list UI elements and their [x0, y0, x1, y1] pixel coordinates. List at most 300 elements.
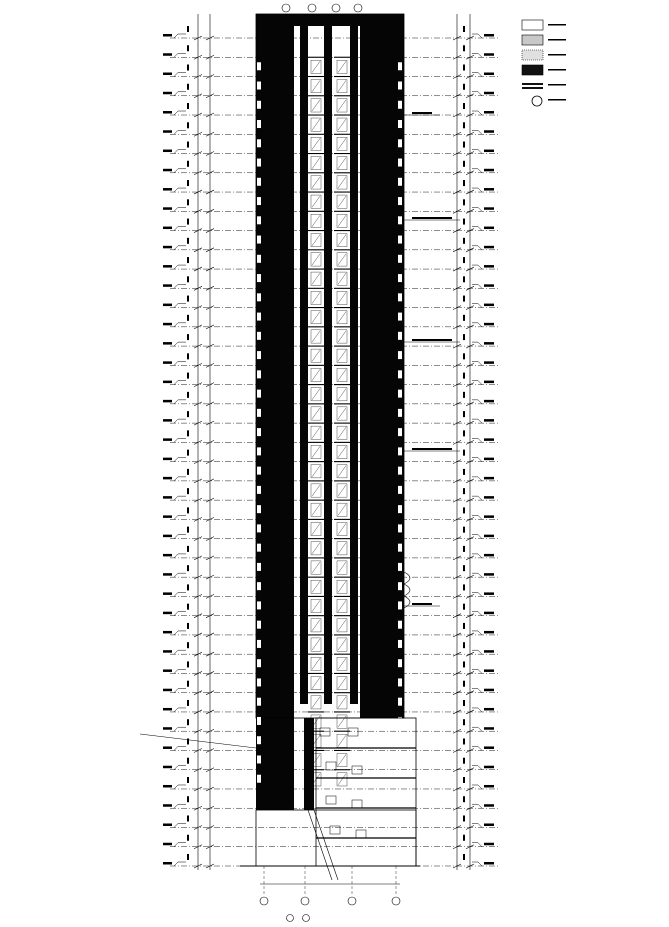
left-wall-window — [257, 659, 261, 667]
right-dimension-text — [463, 122, 465, 128]
left-elevation-mark — [163, 650, 172, 653]
left-elevation-mark — [163, 342, 172, 345]
right-elevation-mark — [484, 746, 494, 749]
right-wall-window — [398, 428, 402, 436]
legend-text-mark — [548, 39, 566, 41]
shaft-opening-diagonal — [338, 658, 346, 669]
left-wall-window — [257, 601, 261, 609]
left-wall-window — [257, 216, 261, 224]
inner-right-wall — [350, 14, 358, 704]
right-dimension-text — [463, 26, 465, 32]
right-dimension-text — [463, 546, 465, 552]
left-elevation-symbol — [174, 650, 186, 654]
shaft-opening-diagonal — [312, 81, 320, 92]
shaft-opening-diagonal — [338, 312, 346, 323]
left-elevation-mark — [163, 631, 172, 634]
left-dimension-text — [187, 815, 189, 821]
right-wall-window — [398, 640, 402, 648]
left-elevation-symbol — [174, 689, 186, 693]
right-elevation-mark — [484, 53, 494, 56]
left-wall-window — [257, 82, 261, 90]
left-elevation-symbol — [174, 573, 186, 577]
right-dimension-text — [463, 642, 465, 648]
left-elevation-symbol — [174, 227, 186, 231]
right-dimension-text — [463, 238, 465, 244]
right-elevation-mark — [484, 419, 494, 422]
right-elevation-mark — [484, 361, 494, 364]
shaft-opening-diagonal — [338, 562, 346, 573]
left-dimension-text — [187, 353, 189, 359]
shaft-opening-diagonal — [312, 312, 320, 323]
shaft-opening-diagonal — [312, 292, 320, 303]
left-elevation-mark — [163, 535, 172, 538]
shaft-opening-diagonal — [338, 350, 346, 361]
left-elevation-mark — [163, 73, 172, 76]
left-elevation-mark — [163, 592, 172, 595]
left-elevation-symbol — [174, 92, 186, 96]
right-dimension-text — [463, 392, 465, 398]
shaft-opening-diagonal — [338, 735, 346, 746]
shaft-opening-diagonal — [312, 369, 320, 380]
left-wall-window — [257, 736, 261, 744]
left-elevation-mark — [163, 246, 172, 249]
left-elevation-mark — [163, 169, 172, 172]
left-dimension-text — [187, 642, 189, 648]
center-solid-wall — [324, 14, 332, 704]
shaft-opening-diagonal — [338, 697, 346, 708]
roof-axis-bubble — [282, 4, 290, 12]
right-wall-window — [398, 678, 402, 686]
left-wall-window — [257, 351, 261, 359]
legend-swatch-solid-dark — [522, 65, 543, 75]
right-wall-window — [398, 101, 402, 109]
shaft-opening-diagonal — [338, 523, 346, 534]
right-wall-window — [398, 216, 402, 224]
left-wall-window — [257, 447, 261, 455]
shaft-opening-diagonal — [312, 100, 320, 111]
left-elevation-symbol — [174, 496, 186, 500]
left-dimension-text — [187, 835, 189, 841]
left-dimension-text — [187, 623, 189, 629]
left-wall-window — [257, 139, 261, 147]
right-wall-window — [398, 659, 402, 667]
right-wall-window — [398, 601, 402, 609]
shaft-opening-diagonal — [312, 331, 320, 342]
inner-left-wall — [300, 14, 308, 704]
right-elevation-mark — [484, 342, 494, 345]
left-wall-window — [257, 313, 261, 321]
left-elevation-mark — [163, 419, 172, 422]
right-dimension-text — [463, 373, 465, 379]
floor-level-lines — [170, 38, 500, 866]
right-dimension-text — [463, 353, 465, 359]
left-wall-window — [257, 62, 261, 70]
shaft-opening-diagonal — [338, 292, 346, 303]
right-elevation-mark — [484, 612, 494, 615]
shaft-opening-diagonal — [312, 138, 320, 149]
shaft-opening-diagonal — [338, 138, 346, 149]
callout-text — [412, 339, 452, 341]
right-wall-window — [398, 236, 402, 244]
right-elevation-mark — [484, 207, 494, 210]
left-elevation-mark — [163, 669, 172, 672]
left-dimension-text — [187, 758, 189, 764]
left-elevation-symbol — [174, 323, 186, 327]
left-wall-window — [257, 524, 261, 532]
right-elevation-mark — [484, 284, 494, 287]
right-wall-window — [398, 621, 402, 629]
right-elevation-mark — [484, 804, 494, 807]
left-elevation-mark — [163, 785, 172, 788]
right-elevation-mark — [484, 766, 494, 769]
left-dimension-text — [187, 661, 189, 667]
left-dimension-text — [187, 122, 189, 128]
left-dimension-text — [187, 334, 189, 340]
shaft-opening-diagonal — [338, 158, 346, 169]
shaft-opening-diagonal — [338, 504, 346, 515]
shaft-opening-diagonal — [338, 177, 346, 188]
right-elevation-mark — [484, 650, 494, 653]
podium-column — [304, 718, 314, 810]
left-dimension-text — [187, 84, 189, 90]
right-dimension-text — [463, 430, 465, 436]
left-elevation-symbol — [174, 785, 186, 789]
right-dimension-text — [463, 584, 465, 590]
left-dimension-text — [187, 199, 189, 205]
left-elevation-symbol — [174, 130, 186, 134]
shaft-opening-diagonal — [312, 158, 320, 169]
left-elevation-symbol — [174, 535, 186, 539]
right-wall-window — [398, 82, 402, 90]
podium-opening — [326, 796, 336, 804]
right-wall-window — [398, 332, 402, 340]
left-wall-window — [257, 159, 261, 167]
right-wall-window — [398, 409, 402, 417]
left-solid-wall — [256, 14, 294, 810]
right-elevation-mark — [484, 554, 494, 557]
callout-text — [412, 603, 432, 605]
left-elevation-mark — [163, 746, 172, 749]
right-dimension-text — [463, 411, 465, 417]
shaft-opening-diagonal — [338, 600, 346, 611]
right-wall-window — [398, 544, 402, 552]
left-dimension-text — [187, 103, 189, 109]
left-elevation-mark — [163, 284, 172, 287]
left-elevation-symbol — [174, 554, 186, 558]
shaft-opening-diagonal — [338, 581, 346, 592]
left-wall-window — [257, 390, 261, 398]
podium-opening — [330, 826, 340, 834]
podium-opening — [352, 766, 362, 774]
right-dimension-text — [463, 257, 465, 263]
left-dimension-text — [187, 26, 189, 32]
right-wall-window — [398, 447, 402, 455]
right-wall-window — [398, 390, 402, 398]
left-wall-window — [257, 101, 261, 109]
shaft-opening-diagonal — [312, 254, 320, 265]
right-wall-window — [398, 293, 402, 301]
podium-opening — [348, 728, 358, 736]
shaft-opening-diagonal — [312, 600, 320, 611]
left-elevation-mark — [163, 227, 172, 230]
right-dimension-text — [463, 527, 465, 533]
legend-swatch-circle — [532, 96, 542, 106]
right-wall-window — [398, 351, 402, 359]
left-elevation-symbol — [174, 804, 186, 808]
left-elevation-symbol — [174, 361, 186, 365]
right-dimension-text — [463, 623, 465, 629]
left-elevation-mark — [163, 708, 172, 711]
left-elevation-symbol — [174, 342, 186, 346]
right-dimension-text — [463, 854, 465, 860]
left-elevation-mark — [163, 265, 172, 268]
right-elevation-mark — [484, 188, 494, 191]
right-elevation-mark — [484, 592, 494, 595]
right-elevation-mark — [484, 689, 494, 692]
shaft-opening-diagonal — [312, 620, 320, 631]
podium-opening — [320, 728, 330, 736]
roof-parapet — [256, 14, 404, 26]
right-elevation-mark — [484, 246, 494, 249]
left-elevation-symbol — [174, 766, 186, 770]
left-elevation-symbol — [174, 419, 186, 423]
left-elevation-symbol — [174, 150, 186, 154]
roof-axis-bubble — [332, 4, 340, 12]
left-wall-window — [257, 486, 261, 494]
right-elevation-mark — [484, 130, 494, 133]
shaft-opening-diagonal — [338, 408, 346, 419]
left-elevation-symbol — [174, 304, 186, 308]
left-wall-window — [257, 274, 261, 282]
left-elevation-symbol — [174, 53, 186, 57]
left-dimension-text — [187, 681, 189, 687]
shaft-opening-diagonal — [312, 523, 320, 534]
right-wall-window — [398, 563, 402, 571]
shaft-opening-diagonal — [312, 581, 320, 592]
right-wall-window — [398, 313, 402, 321]
legend-swatch-white — [522, 20, 543, 30]
legend-swatch-line — [522, 87, 543, 89]
right-elevation-mark — [484, 458, 494, 461]
left-dimension-text — [187, 315, 189, 321]
left-elevation-symbol — [174, 73, 186, 77]
right-elevation-mark — [484, 843, 494, 846]
shaft-opening-diagonal — [312, 485, 320, 496]
shaft-opening-diagonal — [312, 273, 320, 284]
left-elevation-symbol — [174, 669, 186, 673]
left-elevation-mark — [163, 515, 172, 518]
left-elevation-mark — [163, 323, 172, 326]
right-dimension-text — [463, 103, 465, 109]
right-wall-window — [398, 486, 402, 494]
right-elevation-mark — [484, 73, 494, 76]
roof-axis-bubble — [308, 4, 316, 12]
left-elevation-symbol — [174, 727, 186, 731]
shaft-opening-diagonal — [338, 331, 346, 342]
shaft-opening-diagonal — [338, 446, 346, 457]
right-wall-window — [398, 698, 402, 706]
right-wall-window — [398, 775, 402, 783]
left-dimension-text — [187, 584, 189, 590]
right-elevation-mark — [484, 169, 494, 172]
left-elevation-mark — [163, 496, 172, 499]
left-dimension-text — [187, 411, 189, 417]
left-elevation-mark — [163, 766, 172, 769]
right-dimension-text — [463, 488, 465, 494]
shaft-opening-diagonal — [312, 61, 320, 72]
left-elevation-mark — [163, 150, 172, 153]
shaft-opening-diagonal — [338, 466, 346, 477]
shaft-opening-diagonal — [338, 754, 346, 765]
legend-swatch-line — [522, 83, 543, 85]
left-dimension-text — [187, 854, 189, 860]
left-elevation-mark — [163, 554, 172, 557]
left-elevation-symbol — [174, 111, 186, 115]
shaft-opening-diagonal — [338, 235, 346, 246]
shaft-opening-diagonal — [312, 408, 320, 419]
left-elevation-mark — [163, 477, 172, 480]
left-elevation-mark — [163, 458, 172, 461]
right-wall-window — [398, 582, 402, 590]
left-wall-window — [257, 255, 261, 263]
ramp-line — [308, 810, 332, 880]
left-elevation-symbol — [174, 843, 186, 847]
right-elevation-mark — [484, 34, 494, 37]
left-wall-window — [257, 775, 261, 783]
right-dimension-text — [463, 450, 465, 456]
right-dimension-text — [463, 276, 465, 282]
shaft-opening-diagonal — [312, 543, 320, 554]
left-elevation-mark — [163, 804, 172, 807]
right-dimension-text — [463, 65, 465, 71]
right-dimension-text — [463, 219, 465, 225]
podium-opening — [352, 800, 362, 808]
left-elevation-symbol — [174, 631, 186, 635]
callout-text — [412, 112, 432, 114]
right-dimension-text — [463, 507, 465, 513]
right-elevation-mark — [484, 150, 494, 153]
right-elevation-mark — [484, 323, 494, 326]
left-dimension-text — [187, 719, 189, 725]
left-elevation-symbol — [174, 708, 186, 712]
left-elevation-symbol — [174, 400, 186, 404]
shaft-opening-diagonal — [338, 620, 346, 631]
left-wall-window — [257, 698, 261, 706]
left-elevation-symbol — [174, 284, 186, 288]
callout-text — [412, 448, 452, 450]
left-elevation-mark — [163, 34, 172, 37]
left-elevation-mark — [163, 400, 172, 403]
left-elevation-symbol — [174, 188, 186, 192]
ramp-line — [314, 810, 338, 880]
shaft-opening-diagonal — [312, 677, 320, 688]
left-elevation-mark — [163, 361, 172, 364]
shaft-opening-diagonal — [338, 427, 346, 438]
shaft-opening-diagonal — [338, 774, 346, 785]
left-elevation-mark — [163, 843, 172, 846]
shaft-opening-diagonal — [312, 177, 320, 188]
left-dimension-text — [187, 527, 189, 533]
right-dimension-text — [463, 758, 465, 764]
right-elevation-mark — [484, 265, 494, 268]
left-wall-window — [257, 678, 261, 686]
roof-axis-bubble — [354, 4, 362, 12]
right-elevation-mark — [484, 669, 494, 672]
legend-text-mark — [548, 69, 566, 71]
axis-bubble — [348, 897, 356, 905]
left-wall-window — [257, 505, 261, 513]
left-elevation-mark — [163, 612, 172, 615]
right-dimension-chain — [453, 14, 494, 870]
right-wall-window — [398, 736, 402, 744]
legend — [522, 20, 566, 106]
right-elevation-mark — [484, 400, 494, 403]
right-dimension-text — [463, 777, 465, 783]
left-elevation-symbol — [174, 438, 186, 442]
left-elevation-mark — [163, 304, 172, 307]
legend-swatch-dotted — [522, 50, 543, 60]
right-dimension-text — [463, 45, 465, 51]
right-dimension-text — [463, 334, 465, 340]
legend-swatch-grey — [522, 35, 543, 45]
left-dimension-text — [187, 796, 189, 802]
left-wall-window — [257, 563, 261, 571]
shaft-opening-diagonal — [312, 466, 320, 477]
left-dimension-text — [187, 392, 189, 398]
right-elevation-mark — [484, 785, 494, 788]
left-wall-window — [257, 409, 261, 417]
right-dimension-text — [463, 84, 465, 90]
left-elevation-symbol — [174, 246, 186, 250]
left-elevation-mark — [163, 438, 172, 441]
left-elevation-mark — [163, 573, 172, 576]
right-elevation-mark — [484, 515, 494, 518]
right-solid-wall — [360, 14, 404, 718]
shaft-opening-diagonal — [312, 658, 320, 669]
right-elevation-mark — [484, 227, 494, 230]
left-dimension-text — [187, 296, 189, 302]
right-dimension-text — [463, 469, 465, 475]
left-elevation-mark — [163, 727, 172, 730]
shaft-opening-diagonal — [338, 389, 346, 400]
legend-text-mark — [548, 84, 566, 86]
right-wall-window — [398, 505, 402, 513]
legend-text-mark — [548, 54, 566, 56]
right-elevation-mark — [484, 92, 494, 95]
right-elevation-mark — [484, 862, 494, 865]
shaft-opening-diagonal — [338, 100, 346, 111]
right-dimension-text — [463, 296, 465, 302]
left-elevation-mark — [163, 823, 172, 826]
right-elevation-mark — [484, 304, 494, 307]
left-wall-window — [257, 197, 261, 205]
left-dimension-text — [187, 777, 189, 783]
right-elevation-mark — [484, 438, 494, 441]
right-dimension-text — [463, 796, 465, 802]
shaft-opening-diagonal — [312, 697, 320, 708]
left-dimension-text — [187, 161, 189, 167]
left-dimension-text — [187, 219, 189, 225]
right-wall-window — [398, 120, 402, 128]
shaft-opening-diagonal — [312, 215, 320, 226]
left-elevation-symbol — [174, 862, 186, 866]
right-dimension-text — [463, 142, 465, 148]
left-elevation-mark — [163, 188, 172, 191]
legend-text-mark — [548, 24, 566, 26]
shaft-opening-diagonal — [312, 235, 320, 246]
left-wall-window — [257, 370, 261, 378]
shaft-opening-diagonal — [338, 677, 346, 688]
